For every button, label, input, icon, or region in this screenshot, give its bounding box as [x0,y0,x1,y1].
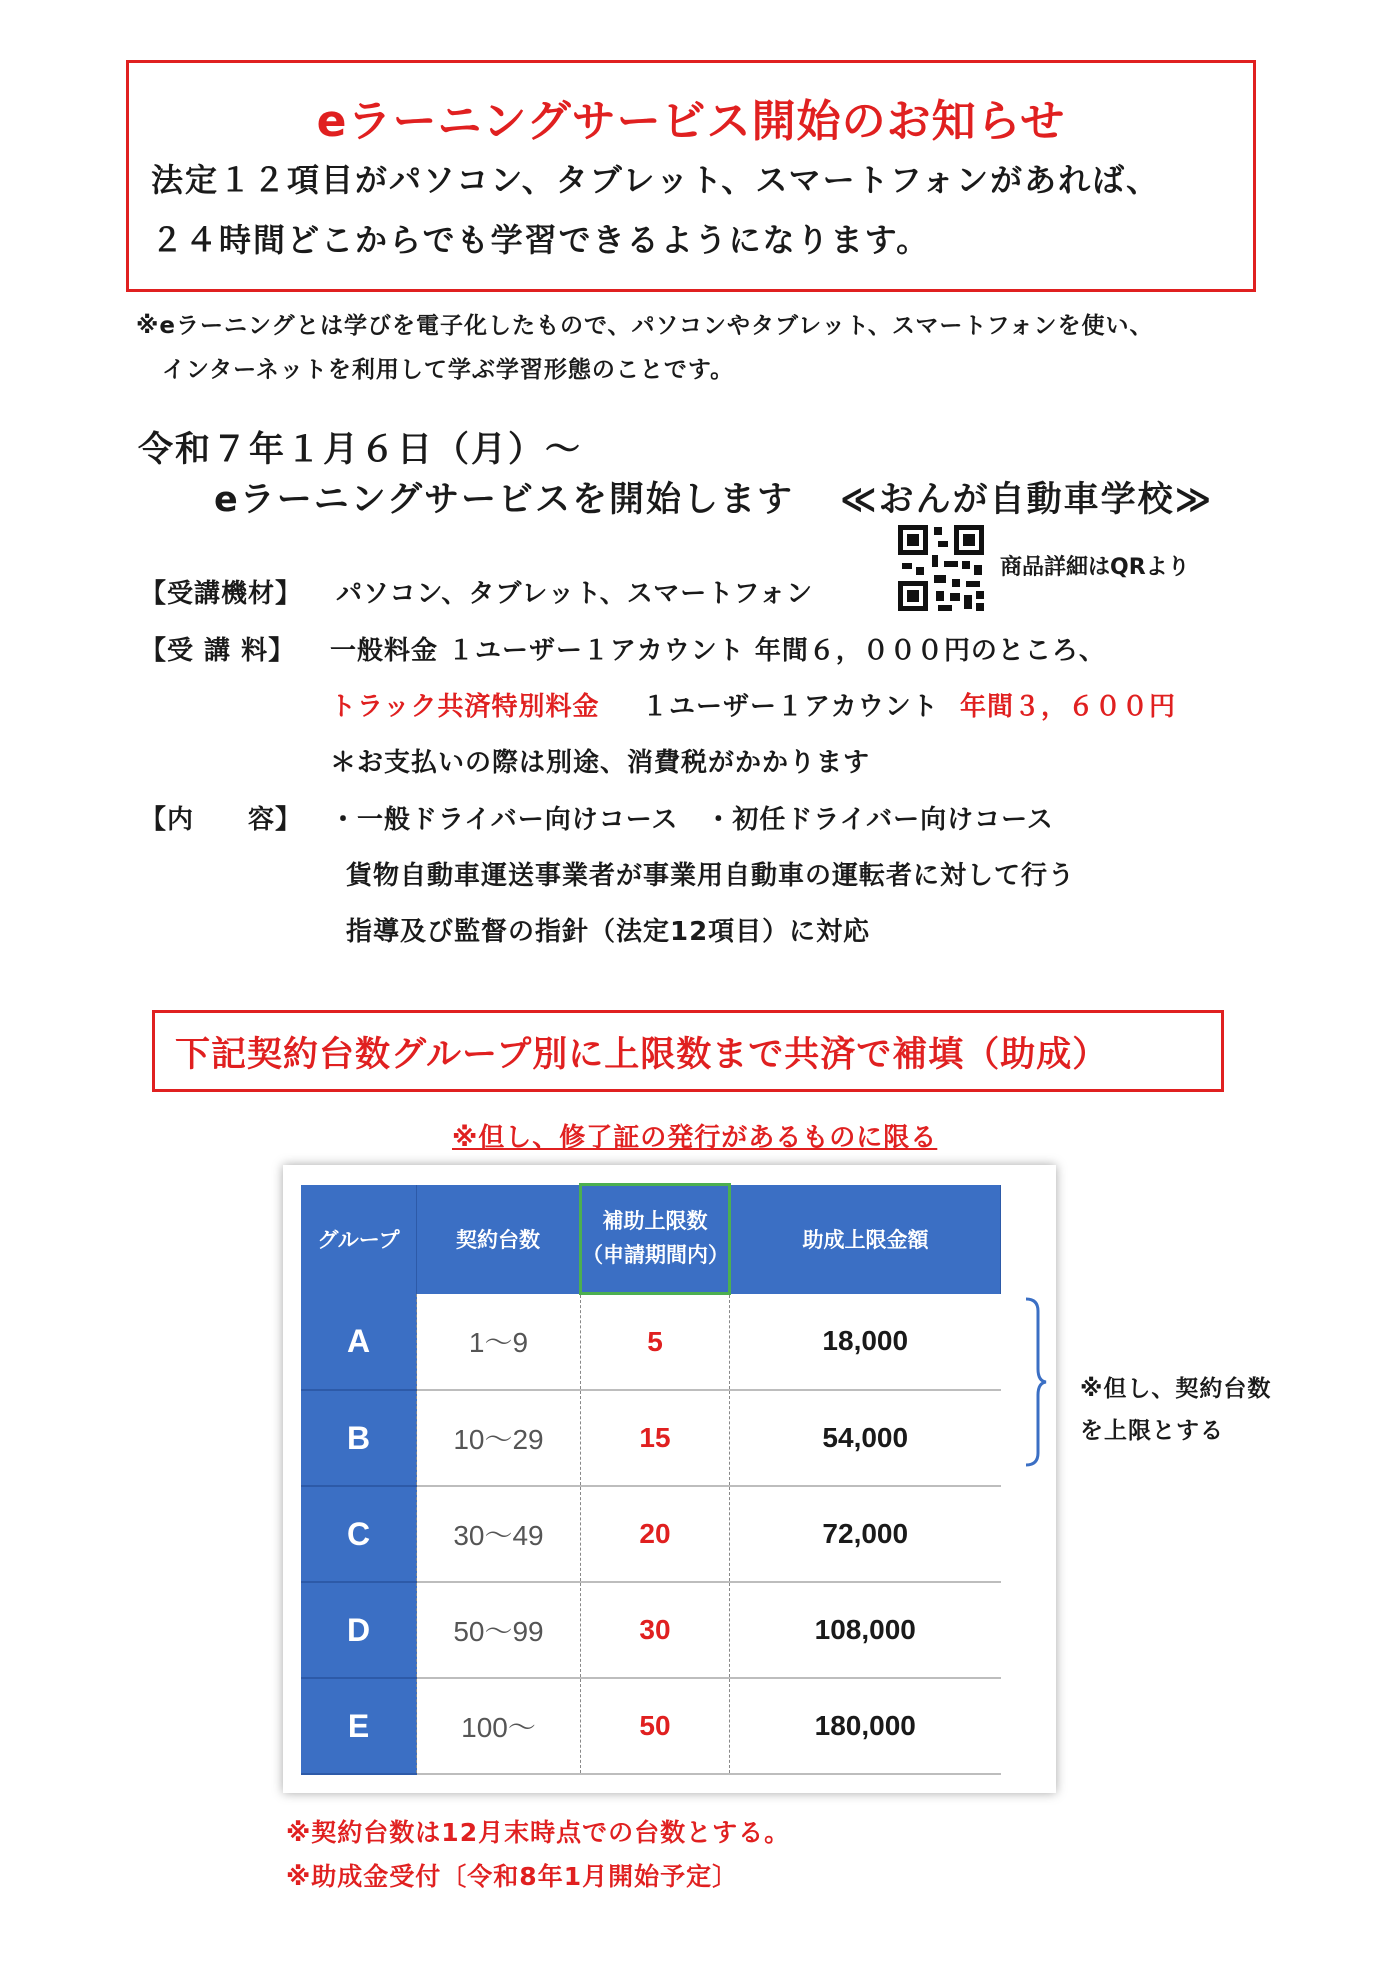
header-assist-limit [581,1185,730,1294]
bracket-icon [1024,1297,1048,1467]
table-row [301,1582,1001,1678]
subsidy-table [301,1183,1001,1775]
header-group: グループ [301,1185,417,1294]
cell-max-amount: 72,000 [730,1486,1001,1582]
footer-note-2: ※助成金受付〔令和8年1月開始予定〕 [286,1862,739,1891]
content-label: 【内 容】 [140,805,303,835]
qr-code-icon[interactable] [898,525,984,611]
cell-contract-count: 100～ [417,1678,581,1774]
fee-special-unit: １ユーザー１アカウント [642,692,939,722]
cell-group: B [301,1390,417,1486]
cell-group: D [301,1582,417,1678]
side-note-line-1: ※但し、契約台数 [1080,1376,1272,1402]
materials-label: 【受講機材】 [140,579,303,609]
notice-line-2: ２４時間どこからでも学習できるようになります。 [151,221,931,259]
content-courses: ・一般ドライバー向けコース ・初任ドライバー向けコース [330,805,1054,835]
materials-value: パソコン、タブレット、スマートフォン [336,579,814,609]
table-row [301,1486,1001,1582]
cell-assist-limit: 30 [581,1582,730,1678]
table-row [301,1678,1001,1774]
notice-line-1: 法定１２項目がパソコン、タブレット、スマートフォンがあれば、 [151,161,1161,199]
side-note-line-2: を上限とする [1080,1418,1224,1444]
footer-note-1: ※契約台数は12月末時点での台数とする。 [286,1818,791,1847]
subsidy-title: 下記契約台数グループ別に上限数まで共済で補填（助成） [175,1035,1109,1075]
table-row [301,1390,1001,1486]
notice-title: eラーニングサービス開始のお知らせ [316,96,1066,147]
notice-box [126,60,1256,292]
cell-max-amount: 180,000 [730,1678,1001,1774]
header-assist-limit-line2: （申請期間内） [582,1244,729,1267]
cell-group: C [301,1486,417,1582]
table-header-row [301,1185,1001,1294]
header-assist-limit-line1: 補助上限数 [602,1210,708,1234]
cell-contract-count: 10～29 [417,1390,581,1486]
cell-max-amount: 108,000 [730,1582,1001,1678]
subsidy-box [152,1010,1224,1092]
cell-max-amount: 18,000 [730,1294,1001,1391]
table-row [301,1294,1001,1391]
header-contract-count: 契約台数 [417,1185,581,1294]
fee-general: 一般料金 １ユーザー１アカウント 年間６，０００円のところ、 [330,636,1106,666]
definition-line-2: インターネットを利用して学ぶ学習形態のことです。 [162,357,735,383]
cell-contract-count: 50～99 [417,1582,581,1678]
definition-line-1: ※eラーニングとは学びを電子化したもので、パソコンやタブレット、スマートフォンを使い、 [136,313,1154,339]
cell-assist-limit: 50 [581,1678,730,1774]
cell-assist-limit: 15 [581,1390,730,1486]
service-start-text: eラーニングサービスを開始します [214,480,795,520]
cell-group: A [301,1294,417,1391]
start-date: 令和７年１月６日（月）～ [138,430,583,470]
fee-tax-note: ＊お支払いの際は別途、消費税がかかります [330,748,871,778]
fee-special-label: トラック共済特別料金 [330,692,600,722]
cell-group: E [301,1678,417,1774]
subsidy-table-frame [283,1165,1056,1793]
cell-contract-count: 30～49 [417,1486,581,1582]
school-name: ≪おんが自動車学校≫ [840,480,1214,520]
fee-special-price: 年間３，６００円 [960,692,1177,722]
fee-label: 【受 講 料】 [140,636,296,666]
qr-caption: 商品詳細はQRより [1000,555,1190,580]
certificate-note: ※但し、修了証の発行があるものに限る [452,1123,938,1153]
header-max-amount: 助成上限金額 [730,1185,1001,1294]
content-line-3: 指導及び監督の指針（法定12項目）に対応 [346,917,871,947]
cell-assist-limit: 20 [581,1486,730,1582]
cell-assist-limit: 5 [581,1294,730,1391]
content-line-2: 貨物自動車運送事業者が事業用自動車の運転者に対して行う [346,861,1076,891]
cell-max-amount: 54,000 [730,1390,1001,1486]
cell-contract-count: 1～9 [417,1294,581,1391]
